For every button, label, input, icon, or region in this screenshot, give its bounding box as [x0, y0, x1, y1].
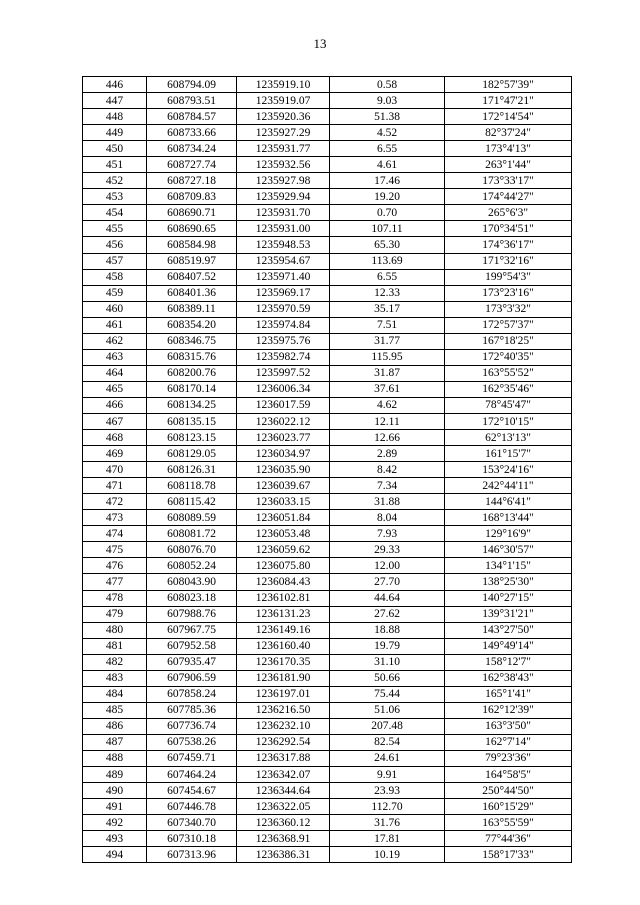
- x-coordinate-cell: 607310.18: [147, 831, 237, 847]
- table-row: [83, 269, 572, 285]
- y-coordinate-cell: 1236022.12: [237, 413, 330, 429]
- y-coordinate-cell: 1235974.84: [237, 317, 330, 333]
- table-row: [83, 831, 572, 847]
- distance-cell: 0.70: [330, 205, 445, 221]
- y-coordinate-cell: 1235919.10: [237, 77, 330, 93]
- bearing-cell: 171°47'21": [445, 93, 572, 109]
- table-row: [83, 799, 572, 815]
- bearing-cell: 78°45'47": [445, 397, 572, 413]
- point-number-cell: 479: [83, 606, 147, 622]
- table-row: [83, 494, 572, 510]
- x-coordinate-cell: 608126.31: [147, 462, 237, 478]
- x-coordinate-cell: 608134.25: [147, 397, 237, 413]
- distance-cell: 50.66: [330, 670, 445, 686]
- x-coordinate-cell: 608793.51: [147, 93, 237, 109]
- distance-cell: 19.20: [330, 189, 445, 205]
- y-coordinate-cell: 1235969.17: [237, 285, 330, 301]
- x-coordinate-cell: 608052.24: [147, 558, 237, 574]
- x-coordinate-cell: 608200.76: [147, 365, 237, 381]
- table-row: [83, 446, 572, 462]
- point-number-cell: 491: [83, 799, 147, 815]
- table-row: [83, 430, 572, 446]
- distance-cell: 4.52: [330, 125, 445, 141]
- y-coordinate-cell: 1236075.80: [237, 558, 330, 574]
- distance-cell: 7.51: [330, 317, 445, 333]
- bearing-cell: 250°44'50": [445, 783, 572, 799]
- y-coordinate-cell: 1236160.40: [237, 638, 330, 654]
- x-coordinate-cell: 607906.59: [147, 670, 237, 686]
- table-row: [83, 815, 572, 831]
- distance-cell: 9.03: [330, 93, 445, 109]
- x-coordinate-cell: 608727.74: [147, 157, 237, 173]
- y-coordinate-cell: 1235971.40: [237, 269, 330, 285]
- x-coordinate-cell: 608135.15: [147, 413, 237, 429]
- distance-cell: 9.91: [330, 767, 445, 783]
- table-row: [83, 750, 572, 766]
- point-number-cell: 468: [83, 430, 147, 446]
- point-number-cell: 456: [83, 237, 147, 253]
- bearing-cell: 182°57'39": [445, 77, 572, 93]
- x-coordinate-cell: 608389.11: [147, 301, 237, 317]
- bearing-cell: 163°55'52": [445, 365, 572, 381]
- point-number-cell: 452: [83, 173, 147, 189]
- point-number-cell: 471: [83, 478, 147, 494]
- distance-cell: 27.62: [330, 606, 445, 622]
- bearing-cell: 162°38'43": [445, 670, 572, 686]
- distance-cell: 6.55: [330, 269, 445, 285]
- point-number-cell: 487: [83, 734, 147, 750]
- bearing-cell: 129°16'9": [445, 526, 572, 542]
- x-coordinate-cell: 607313.96: [147, 847, 237, 863]
- distance-cell: 8.42: [330, 462, 445, 478]
- x-coordinate-cell: 608794.09: [147, 77, 237, 93]
- y-coordinate-cell: 1236131.23: [237, 606, 330, 622]
- x-coordinate-cell: 608129.05: [147, 446, 237, 462]
- bearing-cell: 173°4'13": [445, 141, 572, 157]
- distance-cell: 31.77: [330, 333, 445, 349]
- table-row: [83, 237, 572, 253]
- coordinates-table: [82, 76, 572, 863]
- table-row: [83, 558, 572, 574]
- x-coordinate-cell: 608407.52: [147, 269, 237, 285]
- x-coordinate-cell: 607464.24: [147, 767, 237, 783]
- x-coordinate-cell: 607459.71: [147, 750, 237, 766]
- point-number-cell: 493: [83, 831, 147, 847]
- y-coordinate-cell: 1235970.59: [237, 301, 330, 317]
- table-row: [83, 173, 572, 189]
- point-number-cell: 477: [83, 574, 147, 590]
- point-number-cell: 457: [83, 253, 147, 269]
- bearing-cell: 171°32'16": [445, 253, 572, 269]
- y-coordinate-cell: 1235932.56: [237, 157, 330, 173]
- table-row: [83, 654, 572, 670]
- y-coordinate-cell: 1235954.67: [237, 253, 330, 269]
- table-row: [83, 317, 572, 333]
- table-row: [83, 526, 572, 542]
- distance-cell: 17.81: [330, 831, 445, 847]
- point-number-cell: 490: [83, 783, 147, 799]
- bearing-cell: 172°40'35": [445, 349, 572, 365]
- bearing-cell: 173°33'17": [445, 173, 572, 189]
- x-coordinate-cell: 608118.78: [147, 478, 237, 494]
- point-number-cell: 472: [83, 494, 147, 510]
- coordinates-table-body: [83, 77, 572, 863]
- x-coordinate-cell: 608690.71: [147, 205, 237, 221]
- y-coordinate-cell: 1236084.43: [237, 574, 330, 590]
- table-row: [83, 622, 572, 638]
- distance-cell: 51.38: [330, 109, 445, 125]
- distance-cell: 37.61: [330, 381, 445, 397]
- distance-cell: 31.87: [330, 365, 445, 381]
- distance-cell: 17.46: [330, 173, 445, 189]
- x-coordinate-cell: 607454.67: [147, 783, 237, 799]
- distance-cell: 107.11: [330, 221, 445, 237]
- point-number-cell: 449: [83, 125, 147, 141]
- table-row: [83, 205, 572, 221]
- x-coordinate-cell: 608115.42: [147, 494, 237, 510]
- page-number: 13: [313, 36, 327, 51]
- bearing-cell: 265°6'3": [445, 205, 572, 221]
- y-coordinate-cell: 1236059.62: [237, 542, 330, 558]
- bearing-cell: 82°37'24": [445, 125, 572, 141]
- x-coordinate-cell: 608123.15: [147, 430, 237, 446]
- x-coordinate-cell: 608519.97: [147, 253, 237, 269]
- x-coordinate-cell: 608734.24: [147, 141, 237, 157]
- x-coordinate-cell: 608784.57: [147, 109, 237, 125]
- bearing-cell: 161°15'7": [445, 446, 572, 462]
- bearing-cell: 139°31'21": [445, 606, 572, 622]
- y-coordinate-cell: 1235927.98: [237, 173, 330, 189]
- distance-cell: 35.17: [330, 301, 445, 317]
- table-row: [83, 638, 572, 654]
- point-number-cell: 480: [83, 622, 147, 638]
- x-coordinate-cell: 608076.70: [147, 542, 237, 558]
- distance-cell: 29.33: [330, 542, 445, 558]
- bearing-cell: 167°18'25": [445, 333, 572, 349]
- distance-cell: 7.34: [330, 478, 445, 494]
- y-coordinate-cell: 1235982.74: [237, 349, 330, 365]
- distance-cell: 27.70: [330, 574, 445, 590]
- distance-cell: 115.95: [330, 349, 445, 365]
- x-coordinate-cell: 608401.36: [147, 285, 237, 301]
- distance-cell: 24.61: [330, 750, 445, 766]
- bearing-cell: 160°15'29": [445, 799, 572, 815]
- table-row: [83, 301, 572, 317]
- table-row: [83, 285, 572, 301]
- distance-cell: 8.04: [330, 510, 445, 526]
- x-coordinate-cell: 607736.74: [147, 718, 237, 734]
- distance-cell: 207.48: [330, 718, 445, 734]
- point-number-cell: 460: [83, 301, 147, 317]
- y-coordinate-cell: 1236051.84: [237, 510, 330, 526]
- y-coordinate-cell: 1236023.77: [237, 430, 330, 446]
- point-number-cell: 463: [83, 349, 147, 365]
- y-coordinate-cell: 1235997.52: [237, 365, 330, 381]
- y-coordinate-cell: 1235975.76: [237, 333, 330, 349]
- distance-cell: 4.61: [330, 157, 445, 173]
- point-number-cell: 474: [83, 526, 147, 542]
- table-row: [83, 141, 572, 157]
- x-coordinate-cell: 607935.47: [147, 654, 237, 670]
- distance-cell: 12.00: [330, 558, 445, 574]
- bearing-cell: 165°1'41": [445, 686, 572, 702]
- distance-cell: 82.54: [330, 734, 445, 750]
- y-coordinate-cell: 1235931.77: [237, 141, 330, 157]
- y-coordinate-cell: 1236181.90: [237, 670, 330, 686]
- bearing-cell: 170°34'51": [445, 221, 572, 237]
- x-coordinate-cell: 607340.70: [147, 815, 237, 831]
- bearing-cell: 62°13'13": [445, 430, 572, 446]
- x-coordinate-cell: 608727.18: [147, 173, 237, 189]
- point-number-cell: 467: [83, 413, 147, 429]
- bearing-cell: 143°27'50": [445, 622, 572, 638]
- bearing-cell: 140°27'15": [445, 590, 572, 606]
- bearing-cell: 153°24'16": [445, 462, 572, 478]
- bearing-cell: 163°55'59": [445, 815, 572, 831]
- point-number-cell: 464: [83, 365, 147, 381]
- point-number-cell: 469: [83, 446, 147, 462]
- distance-cell: 0.58: [330, 77, 445, 93]
- bearing-cell: 144°6'41": [445, 494, 572, 510]
- distance-cell: 2.89: [330, 446, 445, 462]
- table-row: [83, 670, 572, 686]
- bearing-cell: 173°3'32": [445, 301, 572, 317]
- table-row: [83, 125, 572, 141]
- bearing-cell: 138°25'30": [445, 574, 572, 590]
- table-row: [83, 542, 572, 558]
- x-coordinate-cell: 607785.36: [147, 702, 237, 718]
- table-row: [83, 718, 572, 734]
- bearing-cell: 162°7'14": [445, 734, 572, 750]
- x-coordinate-cell: 608584.98: [147, 237, 237, 253]
- y-coordinate-cell: 1236006.34: [237, 381, 330, 397]
- x-coordinate-cell: 608081.72: [147, 526, 237, 542]
- table-row: [83, 462, 572, 478]
- bearing-cell: 174°44'27": [445, 189, 572, 205]
- point-number-cell: 447: [83, 93, 147, 109]
- table-row: [83, 767, 572, 783]
- x-coordinate-cell: 607446.78: [147, 799, 237, 815]
- y-coordinate-cell: 1236033.15: [237, 494, 330, 510]
- table-row: [83, 109, 572, 125]
- y-coordinate-cell: 1236216.50: [237, 702, 330, 718]
- bearing-cell: 79°23'36": [445, 750, 572, 766]
- point-number-cell: 461: [83, 317, 147, 333]
- point-number-cell: 451: [83, 157, 147, 173]
- table-row: [83, 686, 572, 702]
- point-number-cell: 478: [83, 590, 147, 606]
- point-number-cell: 483: [83, 670, 147, 686]
- table-row: [83, 77, 572, 93]
- point-number-cell: 458: [83, 269, 147, 285]
- point-number-cell: 470: [83, 462, 147, 478]
- point-number-cell: 446: [83, 77, 147, 93]
- y-coordinate-cell: 1236386.31: [237, 847, 330, 863]
- distance-cell: 113.69: [330, 253, 445, 269]
- point-number-cell: 476: [83, 558, 147, 574]
- x-coordinate-cell: 608043.90: [147, 574, 237, 590]
- table-row: [83, 734, 572, 750]
- bearing-cell: 174°36'17": [445, 237, 572, 253]
- x-coordinate-cell: 607538.26: [147, 734, 237, 750]
- y-coordinate-cell: 1236292.54: [237, 734, 330, 750]
- y-coordinate-cell: 1235929.94: [237, 189, 330, 205]
- table-row: [83, 413, 572, 429]
- distance-cell: 75.44: [330, 686, 445, 702]
- point-number-cell: 462: [83, 333, 147, 349]
- point-number-cell: 484: [83, 686, 147, 702]
- distance-cell: 12.11: [330, 413, 445, 429]
- bearing-cell: 162°35'46": [445, 381, 572, 397]
- x-coordinate-cell: 608170.14: [147, 381, 237, 397]
- point-number-cell: 454: [83, 205, 147, 221]
- y-coordinate-cell: 1236034.97: [237, 446, 330, 462]
- y-coordinate-cell: 1236035.90: [237, 462, 330, 478]
- y-coordinate-cell: 1236342.07: [237, 767, 330, 783]
- y-coordinate-cell: 1235931.70: [237, 205, 330, 221]
- distance-cell: 7.93: [330, 526, 445, 542]
- bearing-cell: 172°10'15": [445, 413, 572, 429]
- point-number-cell: 465: [83, 381, 147, 397]
- bearing-cell: 158°17'33": [445, 847, 572, 863]
- y-coordinate-cell: 1236053.48: [237, 526, 330, 542]
- table-row: [83, 478, 572, 494]
- distance-cell: 19.79: [330, 638, 445, 654]
- x-coordinate-cell: 608023.18: [147, 590, 237, 606]
- y-coordinate-cell: 1236170.35: [237, 654, 330, 670]
- table-row: [83, 783, 572, 799]
- x-coordinate-cell: 608089.59: [147, 510, 237, 526]
- y-coordinate-cell: 1236360.12: [237, 815, 330, 831]
- table-row: [83, 157, 572, 173]
- distance-cell: 6.55: [330, 141, 445, 157]
- point-number-cell: 488: [83, 750, 147, 766]
- table-row: [83, 189, 572, 205]
- table-row: [83, 574, 572, 590]
- distance-cell: 31.76: [330, 815, 445, 831]
- distance-cell: 10.19: [330, 847, 445, 863]
- bearing-cell: 158°12'7": [445, 654, 572, 670]
- table-row: [83, 221, 572, 237]
- bearing-cell: 77°44'36": [445, 831, 572, 847]
- point-number-cell: 489: [83, 767, 147, 783]
- table-row: [83, 93, 572, 109]
- y-coordinate-cell: 1236322.05: [237, 799, 330, 815]
- distance-cell: 23.93: [330, 783, 445, 799]
- y-coordinate-cell: 1236017.59: [237, 397, 330, 413]
- distance-cell: 31.88: [330, 494, 445, 510]
- point-number-cell: 481: [83, 638, 147, 654]
- y-coordinate-cell: 1236368.91: [237, 831, 330, 847]
- distance-cell: 4.62: [330, 397, 445, 413]
- point-number-cell: 492: [83, 815, 147, 831]
- table-row: [83, 702, 572, 718]
- point-number-cell: 475: [83, 542, 147, 558]
- bearing-cell: 163°3'50": [445, 718, 572, 734]
- point-number-cell: 448: [83, 109, 147, 125]
- table-row: [83, 253, 572, 269]
- y-coordinate-cell: 1236102.81: [237, 590, 330, 606]
- y-coordinate-cell: 1235948.53: [237, 237, 330, 253]
- y-coordinate-cell: 1236197.01: [237, 686, 330, 702]
- bearing-cell: 172°57'37": [445, 317, 572, 333]
- x-coordinate-cell: 607858.24: [147, 686, 237, 702]
- x-coordinate-cell: 608354.20: [147, 317, 237, 333]
- point-number-cell: 473: [83, 510, 147, 526]
- table-row: [83, 397, 572, 413]
- table-row: [83, 365, 572, 381]
- distance-cell: 12.33: [330, 285, 445, 301]
- table-row: [83, 510, 572, 526]
- point-number-cell: 482: [83, 654, 147, 670]
- bearing-cell: 199°54'3": [445, 269, 572, 285]
- table-row: [83, 349, 572, 365]
- distance-cell: 65.30: [330, 237, 445, 253]
- x-coordinate-cell: 608709.83: [147, 189, 237, 205]
- distance-cell: 112.70: [330, 799, 445, 815]
- point-number-cell: 453: [83, 189, 147, 205]
- distance-cell: 18.88: [330, 622, 445, 638]
- bearing-cell: 263°1'44": [445, 157, 572, 173]
- point-number-cell: 486: [83, 718, 147, 734]
- y-coordinate-cell: 1236232.10: [237, 718, 330, 734]
- y-coordinate-cell: 1236317.88: [237, 750, 330, 766]
- y-coordinate-cell: 1235927.29: [237, 125, 330, 141]
- x-coordinate-cell: 608346.75: [147, 333, 237, 349]
- point-number-cell: 466: [83, 397, 147, 413]
- y-coordinate-cell: 1236039.67: [237, 478, 330, 494]
- point-number-cell: 450: [83, 141, 147, 157]
- x-coordinate-cell: 607988.76: [147, 606, 237, 622]
- point-number-cell: 455: [83, 221, 147, 237]
- x-coordinate-cell: 607967.75: [147, 622, 237, 638]
- bearing-cell: 134°1'15": [445, 558, 572, 574]
- x-coordinate-cell: 608733.66: [147, 125, 237, 141]
- x-coordinate-cell: 607952.58: [147, 638, 237, 654]
- table-row: [83, 847, 572, 863]
- distance-cell: 31.10: [330, 654, 445, 670]
- bearing-cell: 168°13'44": [445, 510, 572, 526]
- table-row: [83, 590, 572, 606]
- y-coordinate-cell: 1235931.00: [237, 221, 330, 237]
- x-coordinate-cell: 608690.65: [147, 221, 237, 237]
- y-coordinate-cell: 1235919.07: [237, 93, 330, 109]
- bearing-cell: 146°30'57": [445, 542, 572, 558]
- point-number-cell: 485: [83, 702, 147, 718]
- table-row: [83, 333, 572, 349]
- bearing-cell: 164°58'5": [445, 767, 572, 783]
- y-coordinate-cell: 1236149.16: [237, 622, 330, 638]
- bearing-cell: 172°14'54": [445, 109, 572, 125]
- distance-cell: 51.06: [330, 702, 445, 718]
- x-coordinate-cell: 608315.76: [147, 349, 237, 365]
- distance-cell: 44.64: [330, 590, 445, 606]
- point-number-cell: 494: [83, 847, 147, 863]
- point-number-cell: 459: [83, 285, 147, 301]
- y-coordinate-cell: 1236344.64: [237, 783, 330, 799]
- bearing-cell: 173°23'16": [445, 285, 572, 301]
- table-row: [83, 606, 572, 622]
- y-coordinate-cell: 1235920.36: [237, 109, 330, 125]
- bearing-cell: 149°49'14": [445, 638, 572, 654]
- table-row: [83, 381, 572, 397]
- bearing-cell: 242°44'11": [445, 478, 572, 494]
- bearing-cell: 162°12'39": [445, 702, 572, 718]
- distance-cell: 12.66: [330, 430, 445, 446]
